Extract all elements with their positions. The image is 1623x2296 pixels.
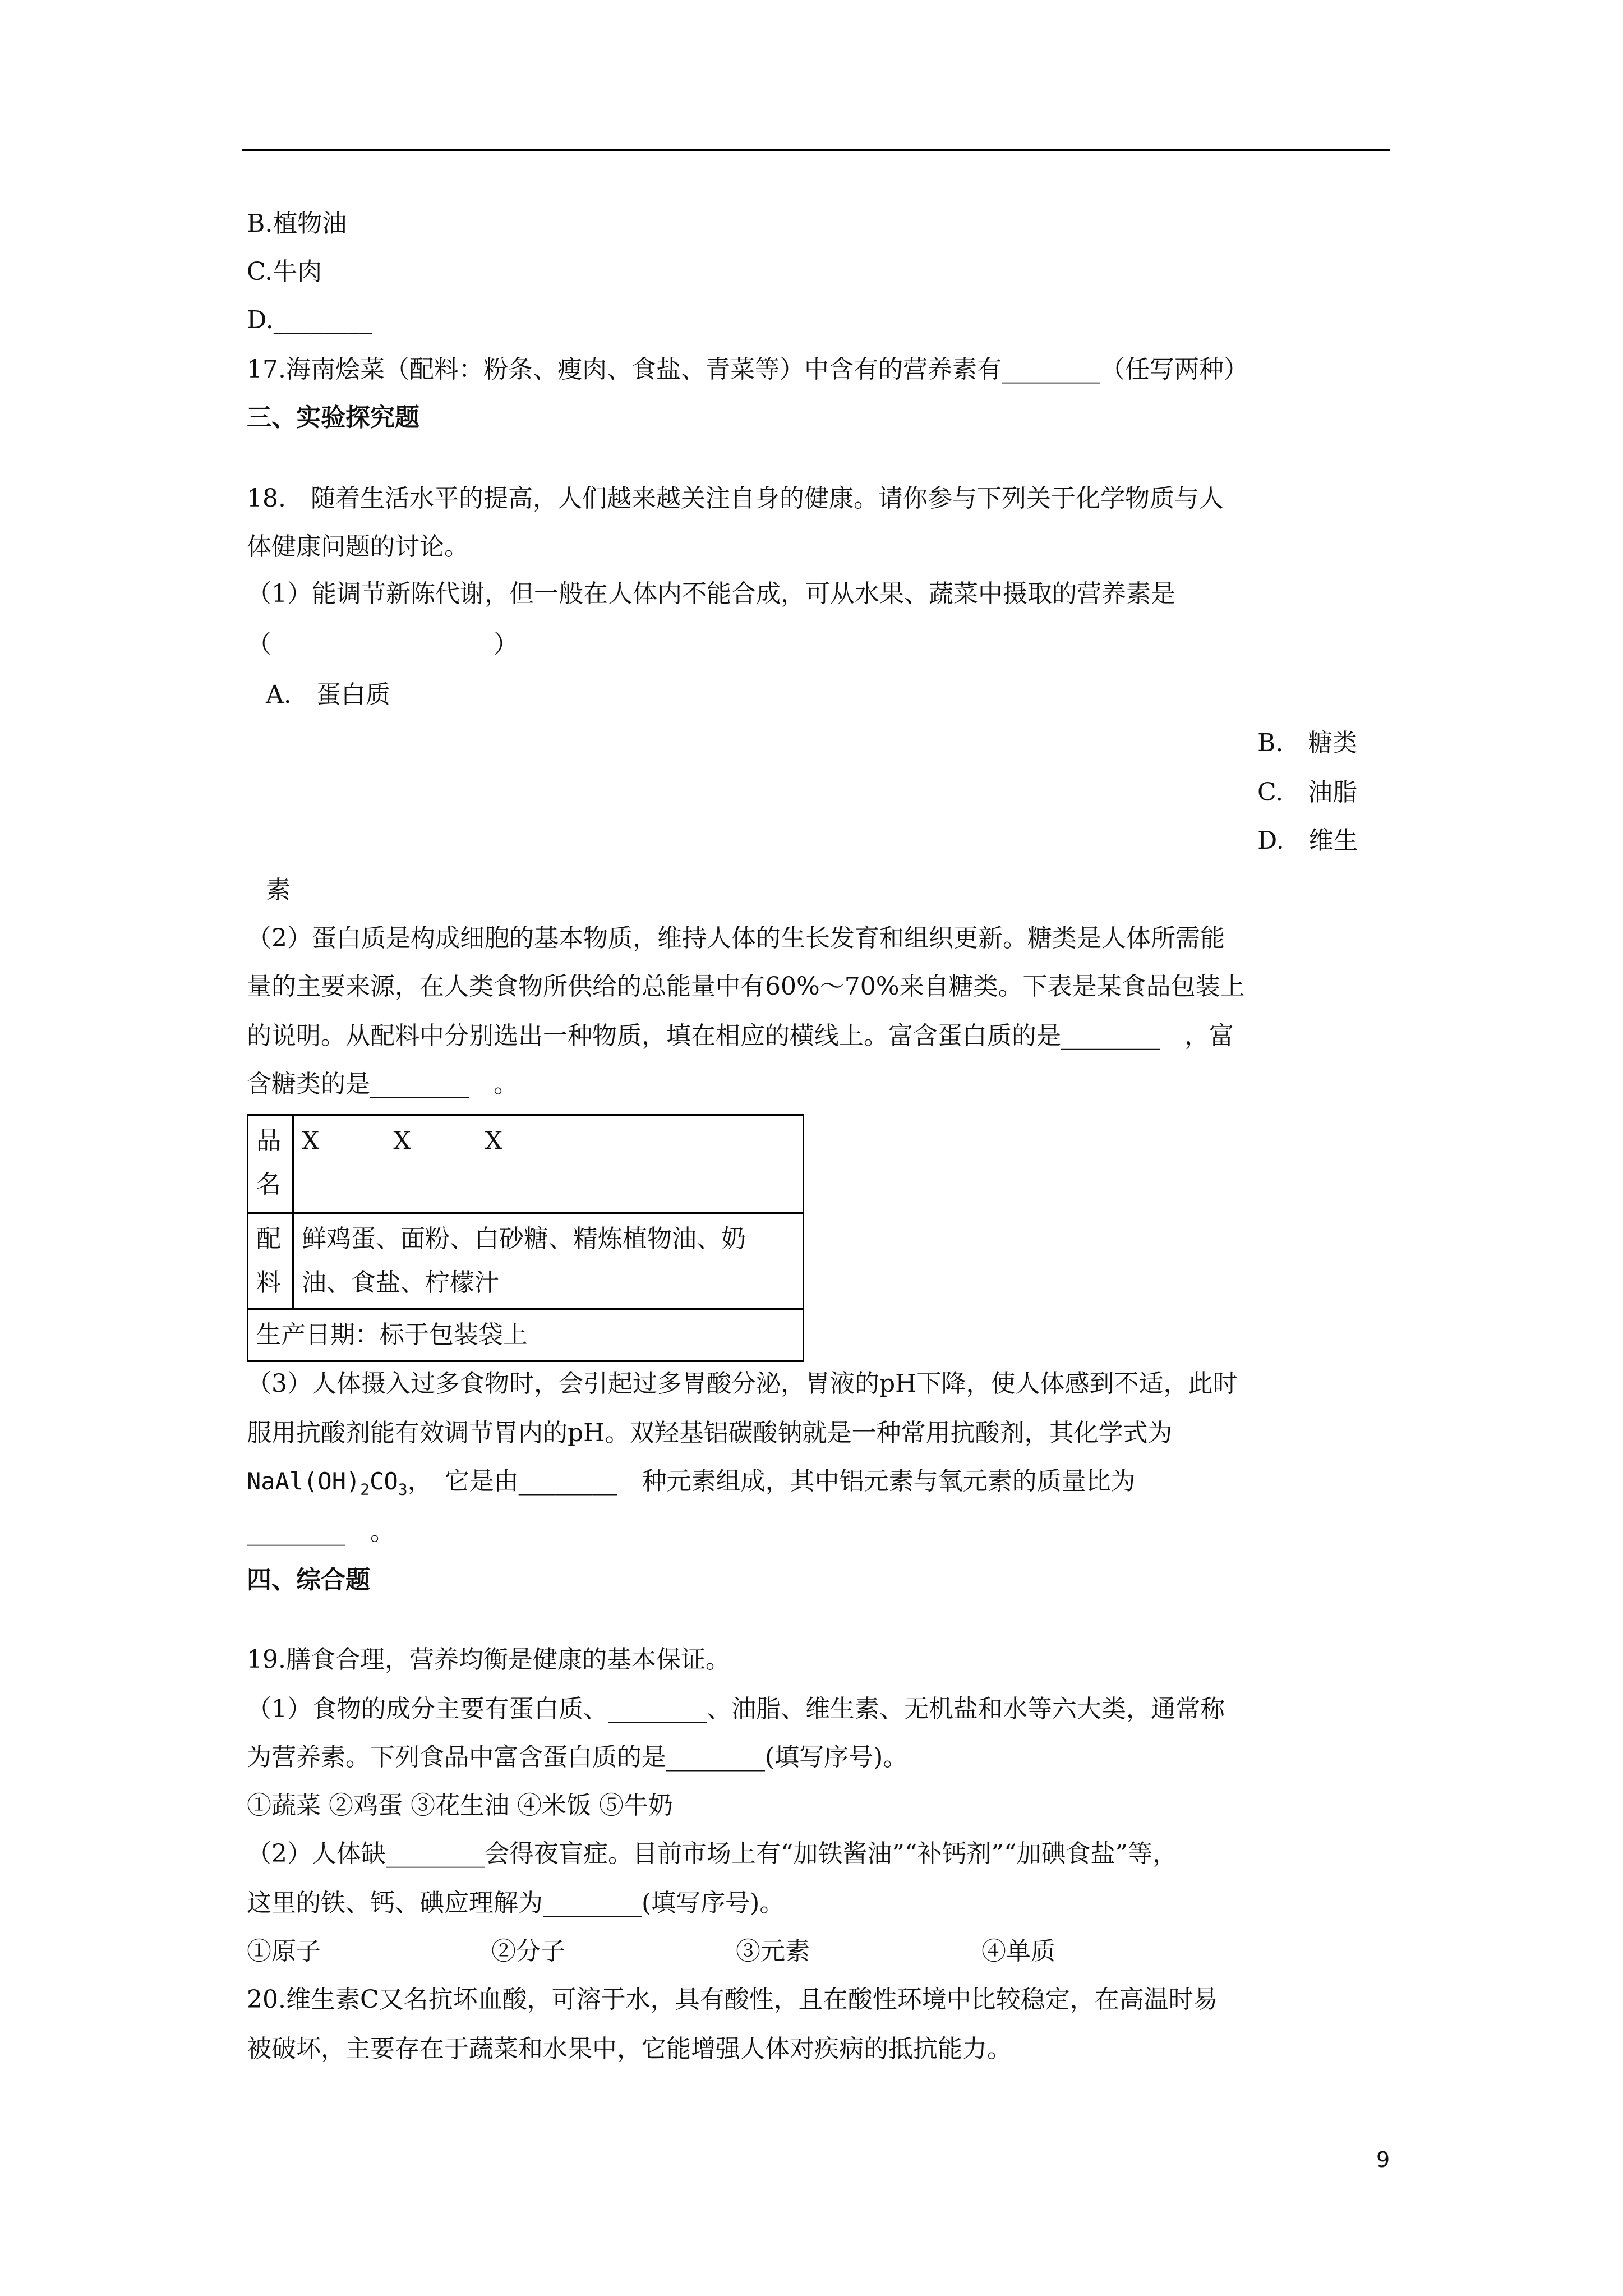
q19-part1-options: ①蔬菜 ②鸡蛋 ③花生油 ④米饭 ⑤牛奶 — [247, 1791, 673, 1820]
q19-part2-line2: 这里的铁、钙、碘应理解为________(填写序号)。 — [247, 1889, 785, 1917]
q19-option-2: ②分子 — [491, 1937, 565, 1966]
header-rule — [242, 149, 1390, 151]
q18-option-d: D. 维生 — [1257, 826, 1358, 855]
table-row — [248, 1115, 804, 1213]
q18-part3-line3 — [247, 1464, 1136, 1507]
table-cell-product-name-label: 品名 — [248, 1115, 293, 1213]
q18-part2-line3: 的说明。从配料中分别选出一种物质，填在相应的横线上。富含蛋白质的是________ ，富 — [247, 1022, 1234, 1050]
q18-part2-line1: （2）蛋白质是构成细胞的基本物质，维持人体的生长发育和组织更新。糖类是人体所需能 — [247, 924, 1225, 953]
q18-part3-line1: （3）人体摄入过多食物时，会引起过多胃酸分泌，胃液的pH下降，使人体感到不适，此时 — [247, 1369, 1238, 1398]
section-3-heading: 三、实验探究题 — [247, 403, 419, 432]
question-20-line1: 20.维生素C又名抗坏血酸，可溶于水，具有酸性，且在酸性环境中比较稳定，在高温时易 — [247, 1985, 1218, 2014]
q19-option-1: ①原子 — [247, 1937, 321, 1966]
option-c: C.牛肉 — [247, 257, 322, 286]
section-4-heading: 四、综合题 — [247, 1566, 370, 1594]
q18-option-c: C. 油脂 — [1257, 778, 1358, 807]
page-number: 9 — [1376, 2147, 1390, 2172]
q18-part2-line4: 含糖类的是________ 。 — [247, 1070, 518, 1098]
q18-option-b: B. 糖类 — [1257, 729, 1358, 757]
question-20-line2: 被破坏，主要存在于蔬菜和水果中，它能增强人体对疾病的抵抗能力。 — [247, 2035, 1012, 2063]
table-cell-ingredients: 鲜鸡蛋、面粉、白砂糖、精炼植物油、奶油、食盐、柠檬汁 — [293, 1213, 804, 1309]
q19-part1-line1: （1）食物的成分主要有蛋白质、________、油脂、维生素、无机盐和水等六大类，通常称 — [247, 1695, 1225, 1723]
food-label-table — [247, 1114, 804, 1362]
table-row — [248, 1213, 804, 1309]
chemical-formula: $NaAl(OH)_2CO_3$ — [247, 1467, 408, 1499]
q19-part2-line1: （2）人体缺________会得夜盲症。目前市场上有“加铁酱油”“补钙剂”“加碘食盐”等， — [247, 1839, 1177, 1868]
q18-part1-line1: （1）能调节新陈代谢，但一般在人体内不能合成，可从水果、蔬菜中摄取的营养素是 — [247, 579, 1175, 608]
question-18-line2: 体健康问题的讨论。 — [247, 532, 469, 561]
q19-option-4: ④单质 — [981, 1937, 1055, 1966]
table-cell-product-name: X X X — [293, 1115, 804, 1213]
table-cell-production-date: 生产日期：标于包装袋上 — [248, 1309, 804, 1361]
q18-part1-blank: （ ） — [247, 630, 518, 659]
question-17: 17.海南烩菜（配料：粉条、瘦肉、食盐、青菜等）中含有的营养素有________（任写两种） — [247, 355, 1248, 384]
option-b: B.植物油 — [247, 209, 347, 238]
q19-part1-line2: 为营养素。下列食品中富含蛋白质的是________(填写序号)。 — [247, 1743, 908, 1772]
q18-option-a: A. 蛋白质 — [266, 680, 390, 709]
question-18-line1: 18. 随着生活水平的提高，人们越来越关注自身的健康。请你参与下列关于化学物质与人 — [247, 484, 1224, 513]
option-d: D.________ — [247, 306, 372, 334]
q18-part2-line2: 量的主要来源，在人类食物所供给的总能量中有60%～70%来自糖类。下表是某食品包装上 — [247, 972, 1245, 1001]
q18-option-d-wrap: 素 — [266, 876, 291, 904]
question-19: 19.膳食合理，营养均衡是健康的基本保证。 — [247, 1645, 730, 1674]
table-row — [248, 1309, 804, 1361]
q18-part3-line4: ________ 。 — [247, 1517, 395, 1546]
q18-part3-line2: 服用抗酸剂能有效调节胃内的pH。双羟基铝碳酸钠就是一种常用抗酸剂，其化学式为 — [247, 1419, 1173, 1447]
table-cell-ingredients-label: 配料 — [248, 1213, 293, 1309]
q18-part3-line3-rest: ， 它是由________ 种元素组成，其中铝元素与氧元素的质量比为 — [407, 1467, 1136, 1496]
q19-option-3: ③元素 — [736, 1937, 810, 1966]
